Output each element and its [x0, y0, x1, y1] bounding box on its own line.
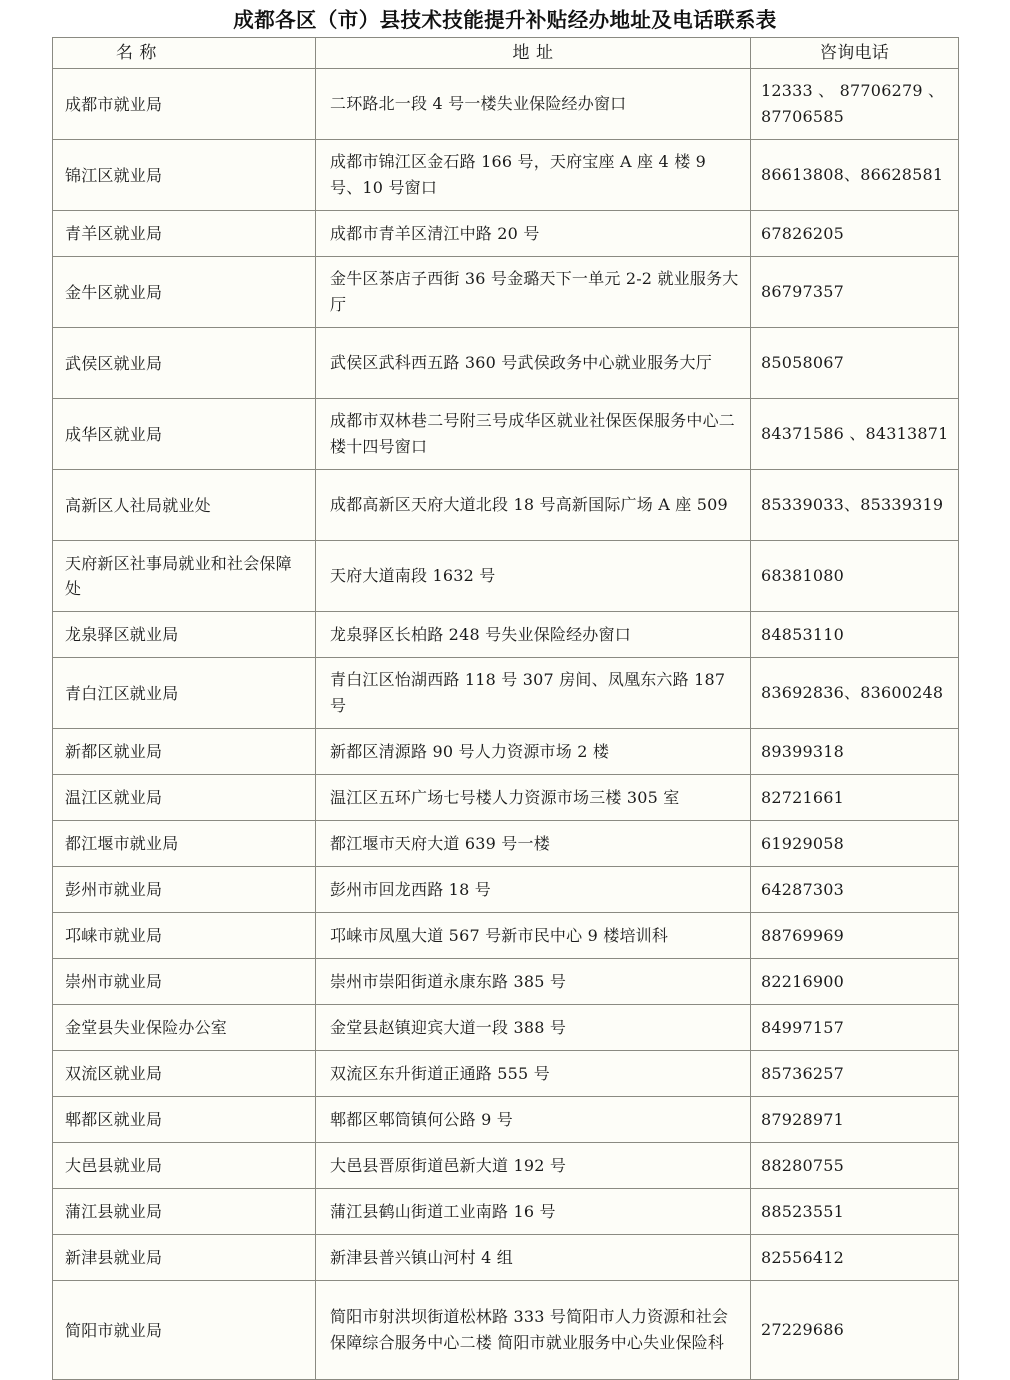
- cell-phone: 67826205: [751, 211, 959, 257]
- cell-phone: 88769969: [751, 913, 959, 959]
- table-row: [53, 913, 959, 959]
- table-row: [53, 1235, 959, 1281]
- contact-table: [52, 37, 959, 1380]
- page-title: 成都各区（市）县技术技能提升补贴经办地址及电话联系表: [233, 8, 777, 32]
- cell-address: 金堂县赵镇迎宾大道一段 388 号: [316, 1005, 751, 1051]
- column-header-phone: 咨询电话: [751, 38, 959, 69]
- cell-office-name: 蒲江县就业局: [53, 1189, 316, 1235]
- cell-address: 成都市锦江区金石路 166 号，天府宝座 A 座 4 楼 9 号、10 号窗口: [316, 140, 751, 211]
- table-row: [53, 140, 959, 211]
- table-body: [53, 69, 959, 1380]
- cell-phone: 84853110: [751, 612, 959, 658]
- cell-phone: 82556412: [751, 1235, 959, 1281]
- cell-office-name: 大邑县就业局: [53, 1143, 316, 1189]
- column-header-name: 名 称: [53, 38, 316, 69]
- table-row: [53, 729, 959, 775]
- cell-phone: 27229686: [751, 1281, 959, 1380]
- table-row: [53, 867, 959, 913]
- cell-office-name: 郫都区就业局: [53, 1097, 316, 1143]
- table-row: [53, 69, 959, 140]
- cell-office-name: 天府新区社事局就业和社会保障处: [53, 541, 316, 612]
- cell-phone: 84997157: [751, 1005, 959, 1051]
- cell-office-name: 彭州市就业局: [53, 867, 316, 913]
- cell-address: 青白江区怡湖西路 118 号 307 房间、凤凰东六路 187 号: [316, 658, 751, 729]
- cell-phone: 82721661: [751, 775, 959, 821]
- cell-phone: 64287303: [751, 867, 959, 913]
- cell-address: 成都高新区天府大道北段 18 号高新国际广场 A 座 509: [316, 470, 751, 541]
- cell-address: 都江堰市天府大道 639 号一楼: [316, 821, 751, 867]
- cell-office-name: 都江堰市就业局: [53, 821, 316, 867]
- cell-office-name: 新津县就业局: [53, 1235, 316, 1281]
- cell-phone: 12333 、 87706279 、87706585: [751, 69, 959, 140]
- cell-office-name: 青白江区就业局: [53, 658, 316, 729]
- cell-office-name: 邛崃市就业局: [53, 913, 316, 959]
- cell-phone: 85736257: [751, 1051, 959, 1097]
- cell-address: 成都市青羊区清江中路 20 号: [316, 211, 751, 257]
- cell-address: 新津县普兴镇山河村 4 组: [316, 1235, 751, 1281]
- cell-address: 二环路北一段 4 号一楼失业保险经办窗口: [316, 69, 751, 140]
- cell-office-name: 崇州市就业局: [53, 959, 316, 1005]
- table-row: [53, 328, 959, 399]
- cell-office-name: 简阳市就业局: [53, 1281, 316, 1380]
- cell-address: 武侯区武科西五路 360 号武侯政务中心就业服务大厅: [316, 328, 751, 399]
- table-row: [53, 399, 959, 470]
- cell-address: 金牛区茶店子西街 36 号金璐天下一单元 2-2 就业服务大厅: [316, 257, 751, 328]
- cell-address: 双流区东升街道正通路 555 号: [316, 1051, 751, 1097]
- cell-office-name: 温江区就业局: [53, 775, 316, 821]
- cell-office-name: 武侯区就业局: [53, 328, 316, 399]
- cell-address: 蒲江县鹤山街道工业南路 16 号: [316, 1189, 751, 1235]
- cell-address: 彭州市回龙西路 18 号: [316, 867, 751, 913]
- cell-address: 温江区五环广场七号楼人力资源市场三楼 305 室: [316, 775, 751, 821]
- cell-office-name: 青羊区就业局: [53, 211, 316, 257]
- cell-phone: 86797357: [751, 257, 959, 328]
- table-row: [53, 658, 959, 729]
- table-row: [53, 1097, 959, 1143]
- table-row: [53, 821, 959, 867]
- cell-office-name: 成华区就业局: [53, 399, 316, 470]
- cell-address: 简阳市射洪坝街道松林路 333 号简阳市人力资源和社会保障综合服务中心二楼 简阳市就业服务中心失业保险科: [316, 1281, 751, 1380]
- table-row: [53, 1051, 959, 1097]
- cell-address: 天府大道南段 1632 号: [316, 541, 751, 612]
- cell-office-name: 新都区就业局: [53, 729, 316, 775]
- cell-address: 邛崃市凤凰大道 567 号新市民中心 9 楼培训科: [316, 913, 751, 959]
- cell-address: 崇州市崇阳街道永康东路 385 号: [316, 959, 751, 1005]
- cell-address: 郫都区郫筒镇何公路 9 号: [316, 1097, 751, 1143]
- table-row: [53, 257, 959, 328]
- cell-office-name: 锦江区就业局: [53, 140, 316, 211]
- table-row: [53, 1143, 959, 1189]
- table-row: [53, 959, 959, 1005]
- cell-phone: 61929058: [751, 821, 959, 867]
- cell-phone: 85058067: [751, 328, 959, 399]
- table-row: [53, 612, 959, 658]
- cell-phone: 68381080: [751, 541, 959, 612]
- table-row: [53, 1005, 959, 1051]
- cell-address: 龙泉驿区长柏路 248 号失业保险经办窗口: [316, 612, 751, 658]
- cell-office-name: 龙泉驿区就业局: [53, 612, 316, 658]
- table-header-row: [53, 38, 959, 69]
- cell-office-name: 双流区就业局: [53, 1051, 316, 1097]
- cell-phone: 87928971: [751, 1097, 959, 1143]
- table-row: [53, 1281, 959, 1380]
- cell-office-name: 金堂县失业保险办公室: [53, 1005, 316, 1051]
- cell-office-name: 高新区人社局就业处: [53, 470, 316, 541]
- table-row: [53, 541, 959, 612]
- table-row: [53, 1189, 959, 1235]
- cell-phone: 83692836、83600248: [751, 658, 959, 729]
- cell-phone: 84371586 、84313871: [751, 399, 959, 470]
- cell-phone: 88280755: [751, 1143, 959, 1189]
- cell-phone: 89399318: [751, 729, 959, 775]
- cell-office-name: 成都市就业局: [53, 69, 316, 140]
- cell-phone: 85339033、85339319: [751, 470, 959, 541]
- cell-address: 大邑县晋原街道邑新大道 192 号: [316, 1143, 751, 1189]
- table-header: [53, 38, 959, 69]
- contact-table-container: [52, 37, 958, 1380]
- table-row: [53, 211, 959, 257]
- cell-address: 新都区清源路 90 号人力资源市场 2 楼: [316, 729, 751, 775]
- cell-phone: 82216900: [751, 959, 959, 1005]
- cell-address: 成都市双林巷二号附三号成华区就业社保医保服务中心二楼十四号窗口: [316, 399, 751, 470]
- column-header-address: 地 址: [316, 38, 751, 69]
- cell-office-name: 金牛区就业局: [53, 257, 316, 328]
- table-row: [53, 470, 959, 541]
- cell-phone: 86613808、86628581: [751, 140, 959, 211]
- cell-phone: 88523551: [751, 1189, 959, 1235]
- table-row: [53, 775, 959, 821]
